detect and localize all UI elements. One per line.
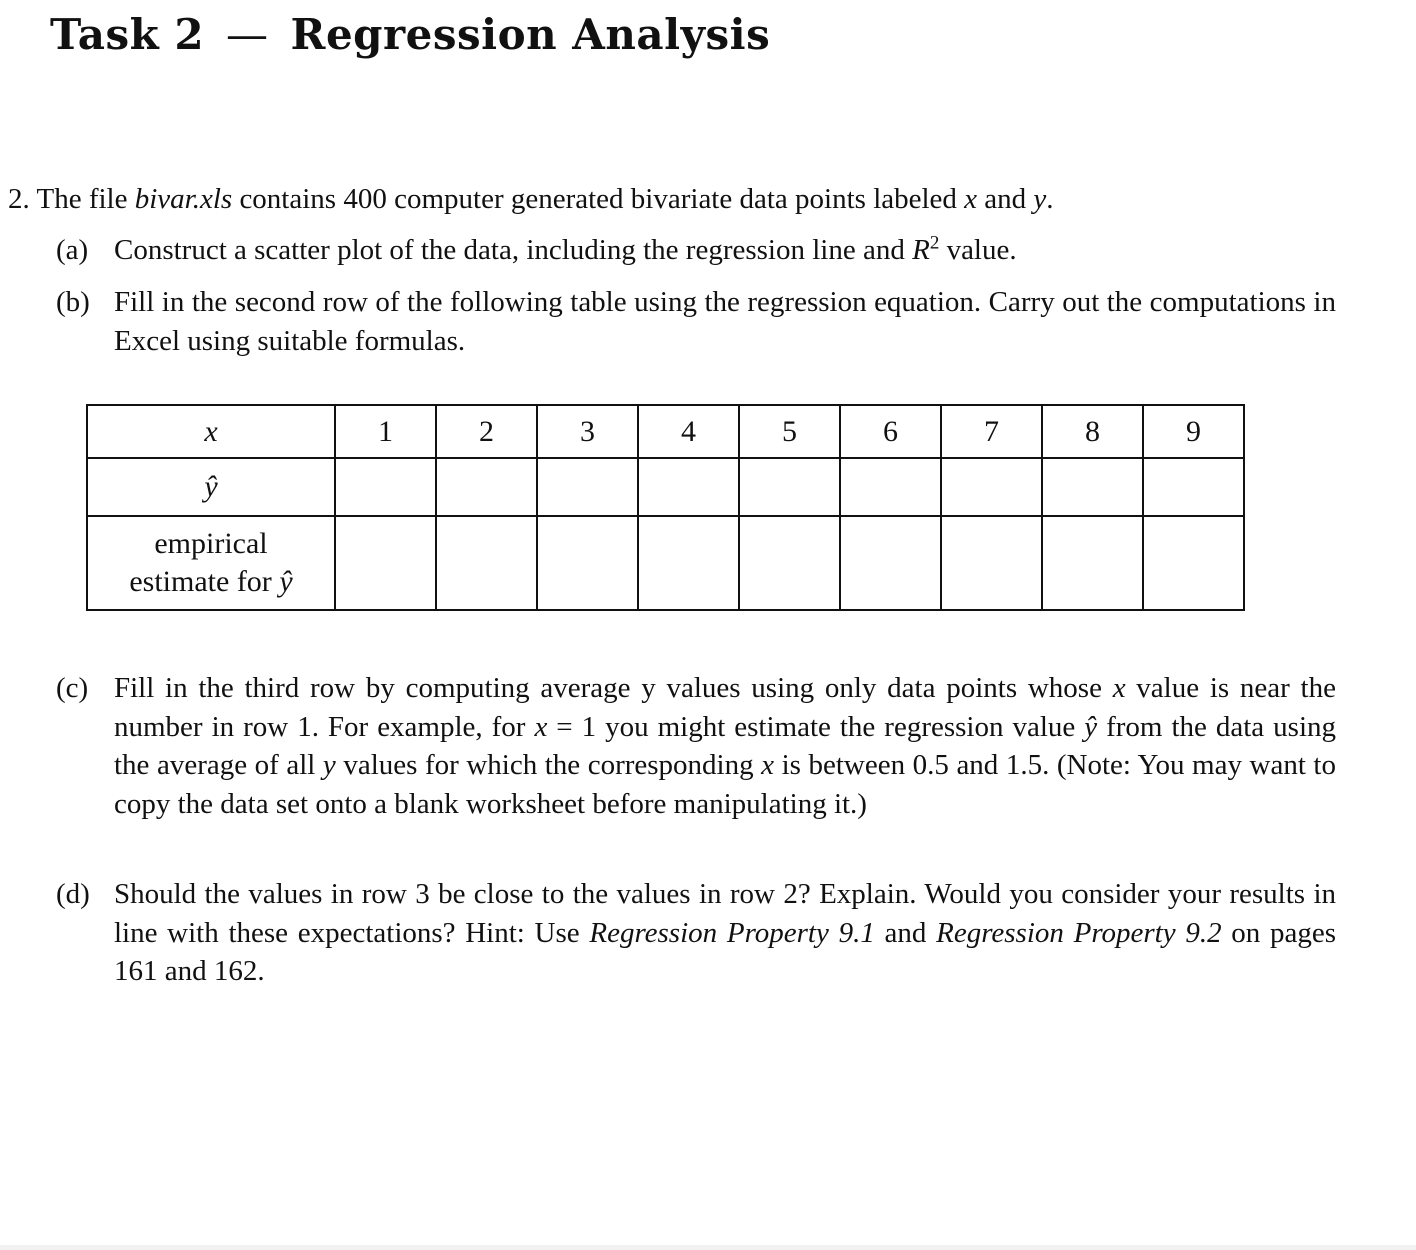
yhat-cell bbox=[1042, 458, 1143, 516]
part-a bbox=[56, 231, 1346, 271]
x-value-cell: 6 bbox=[840, 405, 941, 458]
part-b bbox=[56, 283, 1346, 363]
part-c-var: x bbox=[534, 710, 548, 743]
problem-text-4: . bbox=[1046, 183, 1054, 215]
x-value-cell: 2 bbox=[436, 405, 537, 458]
empirical-cell bbox=[941, 516, 1042, 610]
part-a-text-1: Construct a scatter plot of the data, including the regression line and bbox=[114, 234, 913, 266]
part-d-ref: Regression Property 9.1 bbox=[589, 916, 875, 949]
yhat-cell bbox=[739, 458, 840, 516]
yhat-cell bbox=[537, 458, 638, 516]
part-c-label: (c) bbox=[56, 672, 89, 704]
row-label-yhat: ŷ bbox=[87, 458, 335, 516]
part-d-text-1: Should the values in row 3 be close to the values in row 2? Explain. Would you consider your results in line with these expectations? Hint: Use bbox=[114, 878, 1336, 949]
part-b-text: Fill in the second row of the following table using the regression equation. Carry out the computations in Excel using suitable formulas. bbox=[114, 286, 1336, 357]
yhat-cell bbox=[1143, 458, 1244, 516]
regression-table bbox=[86, 404, 1245, 611]
part-a-sup: 2 bbox=[929, 232, 940, 254]
x-value-cell: 3 bbox=[537, 405, 638, 458]
table-row-yhat bbox=[87, 458, 1244, 516]
empirical-cell bbox=[1042, 516, 1143, 610]
part-c-var: y bbox=[322, 749, 336, 781]
row-label-empirical bbox=[87, 516, 335, 610]
x-value-cell: 8 bbox=[1042, 405, 1143, 458]
part-c-text bbox=[114, 669, 1336, 823]
yhat-cell bbox=[941, 458, 1042, 516]
part-a-r: R bbox=[912, 234, 930, 266]
yhat-cell bbox=[840, 458, 941, 516]
problem-filename: bivar.xls bbox=[134, 183, 233, 215]
x-value-cell: 9 bbox=[1143, 405, 1244, 458]
part-a-text bbox=[114, 231, 1336, 270]
empirical-cell bbox=[335, 516, 436, 610]
title-dash: — bbox=[226, 10, 269, 59]
problem-number: 2. bbox=[8, 183, 30, 215]
problem-var-x: x bbox=[964, 183, 978, 215]
part-a-text-2: value. bbox=[939, 234, 1017, 266]
yhat-cell bbox=[335, 458, 436, 516]
problem-text-3: and bbox=[977, 183, 1034, 215]
title-task: Task 2 bbox=[50, 10, 205, 59]
x-value-cell: 4 bbox=[638, 405, 739, 458]
part-d-ref: Regression Property 9.2 bbox=[936, 916, 1222, 949]
part-a-label: (a) bbox=[56, 234, 89, 266]
part-c-text-1: Fill in the third row by computing average y values using only data points whose bbox=[114, 672, 1113, 704]
part-d-text bbox=[114, 875, 1336, 991]
part-c-text-4: from the data using the average of all bbox=[114, 710, 1336, 781]
part-c bbox=[56, 669, 1346, 869]
row-label-empirical-line1: empirical bbox=[154, 527, 268, 560]
page-title bbox=[50, 10, 770, 59]
part-b-label: (b) bbox=[56, 286, 90, 318]
row-label-empirical-sym: ŷ bbox=[279, 565, 293, 598]
row-label-x: x bbox=[87, 405, 335, 458]
part-d-text-3: on pages 161 and 162. bbox=[114, 916, 1337, 987]
part-d-text-2: and bbox=[874, 916, 937, 949]
page-bottom-edge bbox=[0, 1245, 1416, 1250]
problem-text-2: contains 400 computer generated bivariate data points labeled bbox=[232, 183, 965, 215]
part-c-var: ŷ bbox=[1084, 710, 1098, 743]
part-c-var: x bbox=[761, 749, 775, 781]
part-c-text-2: value is near the number in row 1. For example, for bbox=[114, 672, 1336, 743]
problem-statement bbox=[8, 180, 1338, 218]
part-c-text-5: values for which the corresponding bbox=[335, 749, 762, 781]
yhat-cell bbox=[638, 458, 739, 516]
title-subject: Regression Analysis bbox=[290, 10, 771, 59]
row-label-empirical-line2: estimate for bbox=[129, 565, 280, 598]
part-c-var: x bbox=[1112, 672, 1126, 704]
problem-text-1: The file bbox=[36, 183, 135, 215]
empirical-cell bbox=[1143, 516, 1244, 610]
table-row-x bbox=[87, 405, 1244, 458]
part-d-label: (d) bbox=[56, 878, 90, 910]
empirical-cell bbox=[436, 516, 537, 610]
empirical-cell bbox=[537, 516, 638, 610]
empirical-cell bbox=[638, 516, 739, 610]
table-row-empirical bbox=[87, 516, 1244, 610]
empirical-cell bbox=[840, 516, 941, 610]
x-value-cell: 1 bbox=[335, 405, 436, 458]
empirical-cell bbox=[739, 516, 840, 610]
x-value-cell: 5 bbox=[739, 405, 840, 458]
part-c-text-3: = 1 you might estimate the regression value bbox=[547, 710, 1085, 743]
part-d bbox=[56, 875, 1346, 995]
problem-var-y: y bbox=[1033, 183, 1047, 215]
yhat-cell bbox=[436, 458, 537, 516]
part-c-text-6: is between 0.5 and 1.5. (Note: You may want to copy the data set onto a blank worksheet before manipulating it.) bbox=[114, 749, 1336, 820]
x-value-cell: 7 bbox=[941, 405, 1042, 458]
